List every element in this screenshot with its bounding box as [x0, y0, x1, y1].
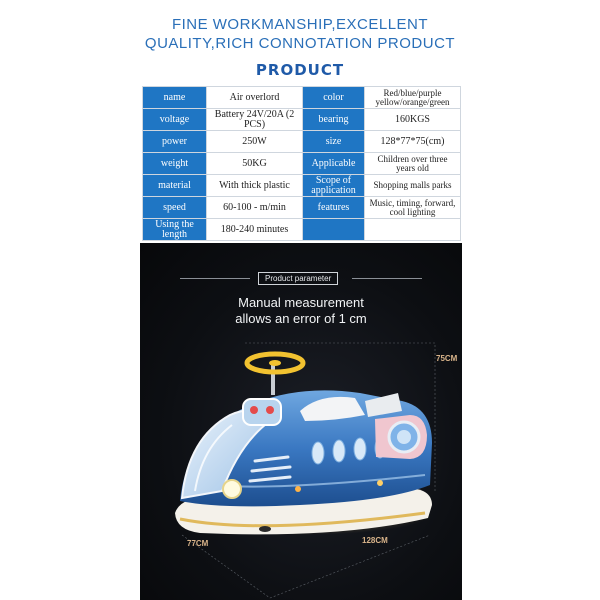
headline-line-2: QUALITY,RICH CONNOTATION PRODUCT [144, 35, 456, 52]
spec-value: 50KG [207, 153, 303, 175]
spec-value: 180-240 minutes [207, 219, 303, 241]
table-row [143, 175, 461, 197]
spec-key: Scope of application [303, 175, 365, 197]
spec-value: 60-100 - m/min [207, 197, 303, 219]
spec-key: color [303, 87, 365, 109]
spec-key: speed [143, 197, 207, 219]
spec-key: features [303, 197, 365, 219]
spec-key: bearing [303, 109, 365, 131]
table-row [143, 87, 461, 109]
spec-value: Air overlord [207, 87, 303, 109]
product-parameter-label: Product parameter [258, 272, 338, 285]
spec-value [365, 219, 461, 241]
spec-value: 160KGS [365, 109, 461, 131]
steering-wheel [247, 354, 303, 395]
table-row [143, 109, 461, 131]
measurement-note-line-2: allows an error of 1 cm [235, 311, 367, 326]
spec-value: With thick plastic [207, 175, 303, 197]
spec-key: name [143, 87, 207, 109]
table-row [143, 153, 461, 175]
spec-value: 250W [207, 131, 303, 153]
spec-key: weight [143, 153, 207, 175]
product-photo [140, 243, 462, 600]
spec-value: 128*77*75(cm) [365, 131, 461, 153]
spec-key [303, 219, 365, 241]
headline-line-1: FINE WORKMANSHIP,EXCELLENT [171, 16, 429, 33]
measurement-note-line-1: Manual measurement [238, 295, 364, 310]
table-row [143, 131, 461, 153]
dimension-height: 75CM [436, 354, 458, 363]
spec-value: Red/blue/purple yellow/orange/green [365, 87, 461, 109]
dimension-length: 128CM [362, 536, 388, 545]
spec-value: Shopping malls parks [365, 175, 461, 197]
section-title: PRODUCT [255, 61, 345, 79]
spec-value: Battery 24V/20A (2 PCS) [207, 109, 303, 131]
spec-table [142, 86, 461, 241]
spec-key: material [143, 175, 207, 197]
spec-key: size [303, 131, 365, 153]
spec-key: Using the length [143, 219, 207, 241]
robot-face [243, 399, 281, 425]
spec-value: Children over three years old [365, 153, 461, 175]
spec-key: Applicable [303, 153, 365, 175]
table-row [143, 219, 461, 241]
spec-key: voltage [143, 109, 207, 131]
spec-value: Music, timing, forward, cool lighting [365, 197, 461, 219]
spec-key: power [143, 131, 207, 153]
dimension-width: 77CM [187, 539, 209, 548]
table-row [143, 197, 461, 219]
